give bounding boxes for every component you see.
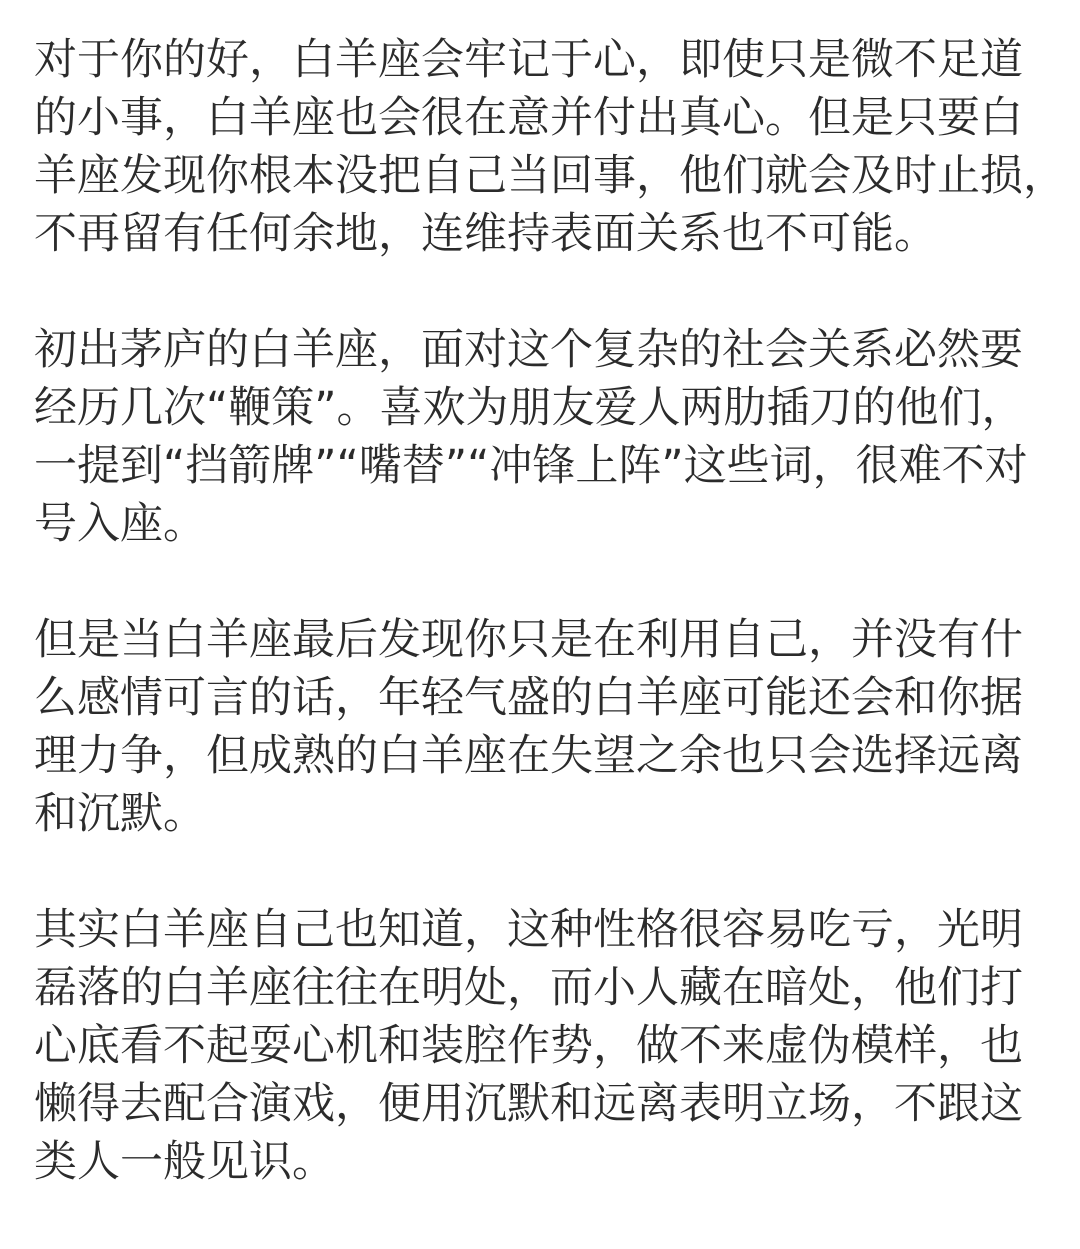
text-line: 心底看不起耍心机和装腔作势，做不来虚伪模样，也 bbox=[34, 1021, 1023, 1071]
text-line: 对于你的好，白羊座会牢记于心，即使只是微不足道 bbox=[34, 35, 1023, 85]
paragraph-1 bbox=[34, 31, 1066, 263]
text-line: 不再留有任何余地，连维持表面关系也不可能。 bbox=[34, 209, 937, 259]
text-line: 羊座发现你根本没把自己当回事，他们就会及时止损， bbox=[34, 151, 1066, 201]
article-body bbox=[34, 31, 1066, 1249]
paragraph-4 bbox=[34, 901, 1050, 1191]
text-line: 理力争，但成熟的白羊座在失望之余也只会选择远离 bbox=[34, 731, 1023, 781]
text-line: 但是当白羊座最后发现你只是在利用自己，并没有什 bbox=[34, 615, 1023, 665]
text-line: 磊落的白羊座往往在明处，而小人藏在暗处，他们打 bbox=[34, 963, 1023, 1013]
paragraph-2 bbox=[34, 321, 1050, 553]
text-line: 经历几次“鞭策”。喜欢为朋友爱人两肋插刀的他们， bbox=[34, 383, 1025, 433]
text-line: 懒得去配合演戏，便用沉默和远离表明立场，不跟这 bbox=[34, 1079, 1023, 1129]
text-line: 一提到“挡箭牌”“嘴替”“冲锋上阵”这些词，很难不对 bbox=[34, 441, 1028, 491]
text-line: 其实白羊座自己也知道，这种性格很容易吃亏，光明 bbox=[34, 905, 1023, 955]
text-line: 号入座。 bbox=[34, 499, 206, 549]
text-line: 的小事，白羊座也会很在意并付出真心。但是只要白 bbox=[34, 93, 1023, 143]
text-line: 类人一般见识。 bbox=[34, 1137, 335, 1187]
paragraph-3 bbox=[34, 611, 1050, 843]
text-line: 么感情可言的话，年轻气盛的白羊座可能还会和你据 bbox=[34, 673, 1023, 723]
text-line: 初出茅庐的白羊座，面对这个复杂的社会关系必然要 bbox=[34, 325, 1023, 375]
text-line: 和沉默。 bbox=[34, 789, 206, 839]
